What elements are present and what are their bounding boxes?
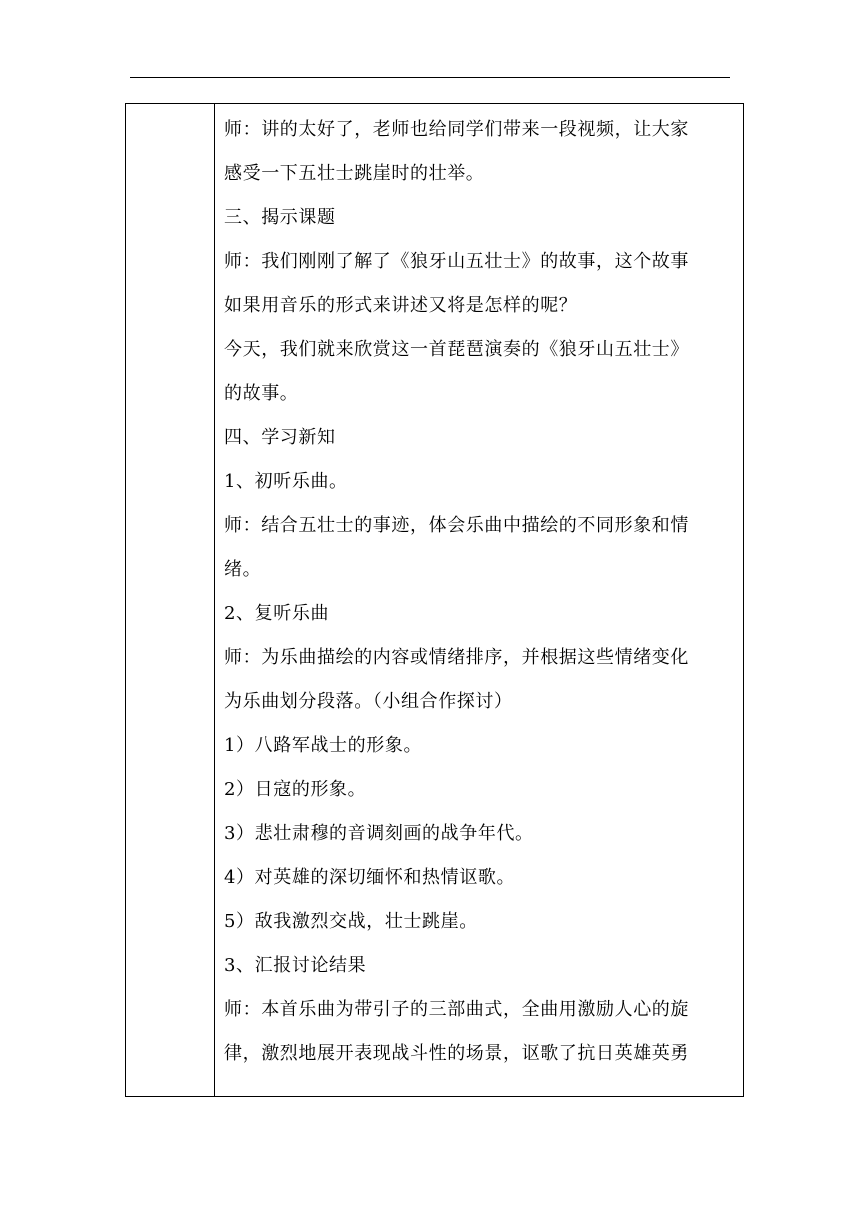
text-line: 感受一下五壮士跳崖时的壮举。 — [224, 163, 485, 184]
lesson-content-cell — [224, 108, 740, 1076]
text-line: 今天，我们就来欣赏这一首琵琶演奏的《狼牙山五壮士》 — [224, 339, 689, 360]
header-rule — [130, 77, 730, 78]
step-heading: 2、复听乐曲 — [224, 603, 330, 624]
section-heading: 四、学习新知 — [224, 427, 336, 448]
table-column-divider — [214, 103, 215, 1097]
section-heading: 三、揭示课题 — [224, 207, 336, 228]
step-heading: 3、汇报讨论结果 — [224, 955, 367, 976]
list-item: 4）对英雄的深切缅怀和热情讴歌。 — [224, 867, 516, 888]
text-line: 如果用音乐的形式来讲述又将是怎样的呢？ — [224, 295, 578, 316]
text-line: 绪。 — [224, 559, 262, 580]
text-line: 师：本首乐曲为带引子的三部曲式，全曲用激励人心的旋 — [224, 999, 689, 1020]
text-line: 为乐曲划分段落。（小组合作探讨） — [224, 691, 513, 712]
text-line: 的故事。 — [224, 383, 299, 404]
text-line: 师：为乐曲描绘的内容或情绪排序，并根据这些情绪变化 — [224, 647, 689, 668]
list-item: 2）日寇的形象。 — [224, 779, 367, 800]
text-line: 师：讲的太好了，老师也给同学们带来一段视频，让大家 — [224, 119, 689, 140]
list-item: 3）悲壮肃穆的音调刻画的战争年代。 — [224, 823, 534, 844]
list-item: 5）敌我激烈交战，壮士跳崖。 — [224, 911, 478, 932]
list-item: 1）八路军战士的形象。 — [224, 735, 423, 756]
text-line: 师：结合五壮士的事迹，体会乐曲中描绘的不同形象和情 — [224, 515, 689, 536]
text-line: 师：我们刚刚了解了《狼牙山五壮士》的故事，这个故事 — [224, 251, 689, 272]
text-line: 律，激烈地展开表现战斗性的场景，讴歌了抗日英雄英勇 — [224, 1043, 689, 1064]
step-heading: 1、初听乐曲。 — [224, 471, 348, 492]
